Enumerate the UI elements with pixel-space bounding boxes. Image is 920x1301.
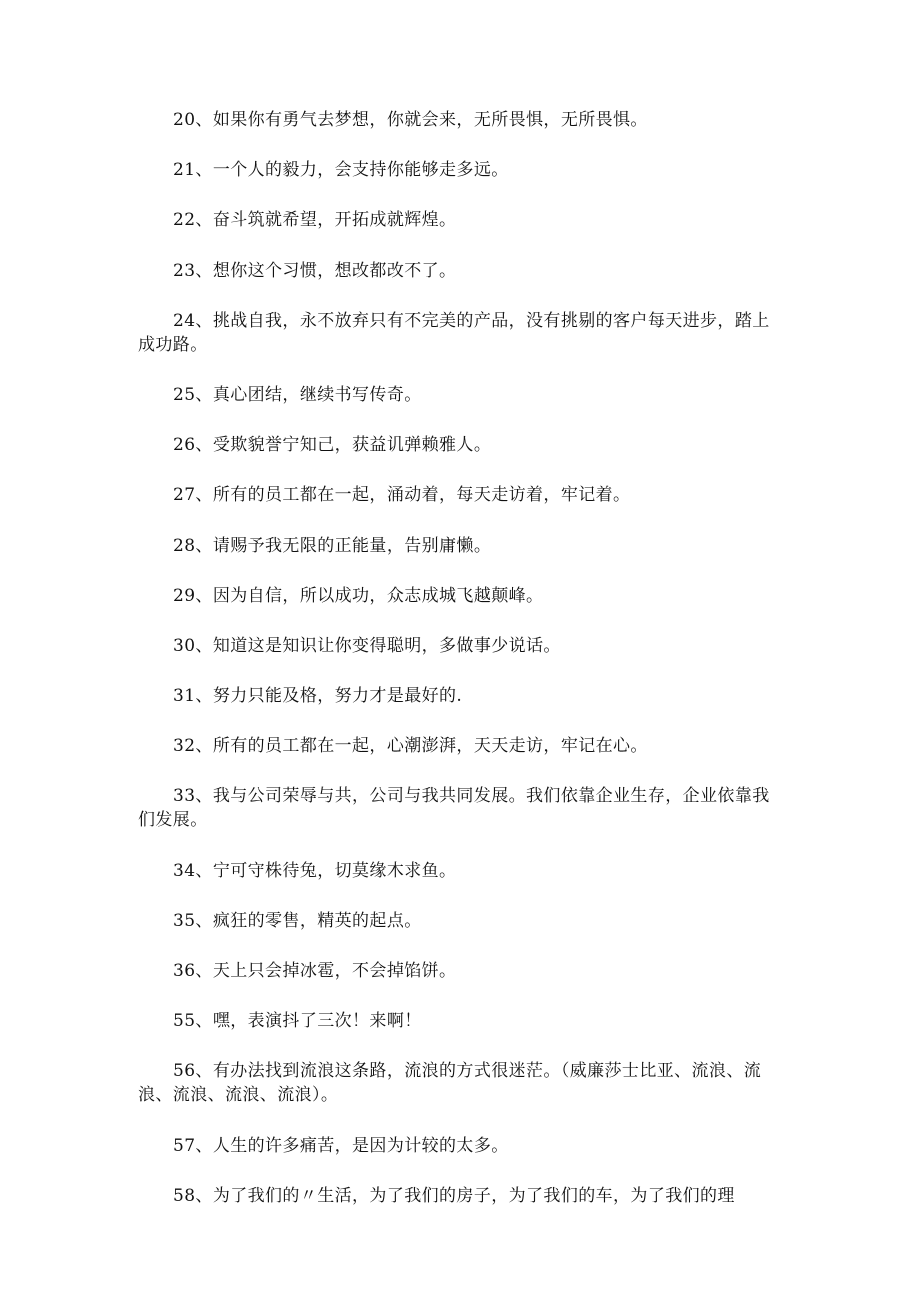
paragraph-58: 58、为了我们的〃生活，为了我们的房子，为了我们的车，为了我们的理 — [173, 1185, 735, 1206]
paragraph-55: 55、嘿，表演抖了三次！来啊！ — [173, 1011, 422, 1032]
paragraph-34: 34、宁可守株待兔，切莫缘木求鱼。 — [173, 860, 457, 881]
paragraph-20: 20、如果你有勇气去梦想，你就会来，无所畏惧，无所畏惧。 — [173, 110, 648, 130]
document-body — [138, 108, 778, 1234]
paragraph-57: 57、人生的许多痛苦，是因为计较的太多。 — [173, 1135, 509, 1156]
paragraph-27: 27、所有的员工都在一起，涌动着，每天走访着，牢记着。 — [173, 485, 631, 506]
paragraph-24: 24、挑战自我，永不放弃只有不完美的产品，没有挑剔的客户每天进步，踏上成功路。 — [138, 310, 770, 355]
paragraph-25: 25、真心团结，继续书写传奇。 — [173, 384, 422, 405]
paragraph-31: 31、努力只能及格，努力才是最好的. — [173, 686, 463, 707]
paragraph-30: 30、知道这是知识让你变得聪明，多做事少说话。 — [173, 635, 561, 656]
paragraph-35: 35、疯狂的零售，精英的起点。 — [173, 910, 422, 931]
paragraph-56: 56、有办法找到流浪这条路，流浪的方式很迷茫。（威廉莎士比亚、流浪、流浪、流浪、流浪、流浪）。 — [138, 1061, 762, 1106]
paragraph-32: 32、所有的员工都在一起，心潮澎湃，天天走访，牢记在心。 — [173, 736, 648, 757]
paragraph-36: 36、天上只会掉冰雹，不会掉馅饼。 — [173, 961, 457, 981]
paragraph-28: 28、请赐予我无限的正能量，告别庸懒。 — [173, 535, 492, 556]
paragraph-29: 29、因为自信，所以成功，众志成城飞越颠峰。 — [173, 585, 544, 606]
paragraph-21: 21、一个人的毅力，会支持你能够走多远。 — [173, 160, 509, 181]
paragraph-23: 23、想你这个习惯，想改都改不了。 — [173, 260, 457, 281]
paragraph-22: 22、奋斗筑就希望，开拓成就辉煌。 — [173, 210, 457, 231]
paragraph-33: 33、我与公司荣辱与共，公司与我共同发展。我们依靠企业生存，企业依靠我们发展。 — [138, 786, 770, 831]
paragraph-26: 26、受欺貌誉宁知己，获益讥弹赖雅人。 — [173, 435, 492, 456]
